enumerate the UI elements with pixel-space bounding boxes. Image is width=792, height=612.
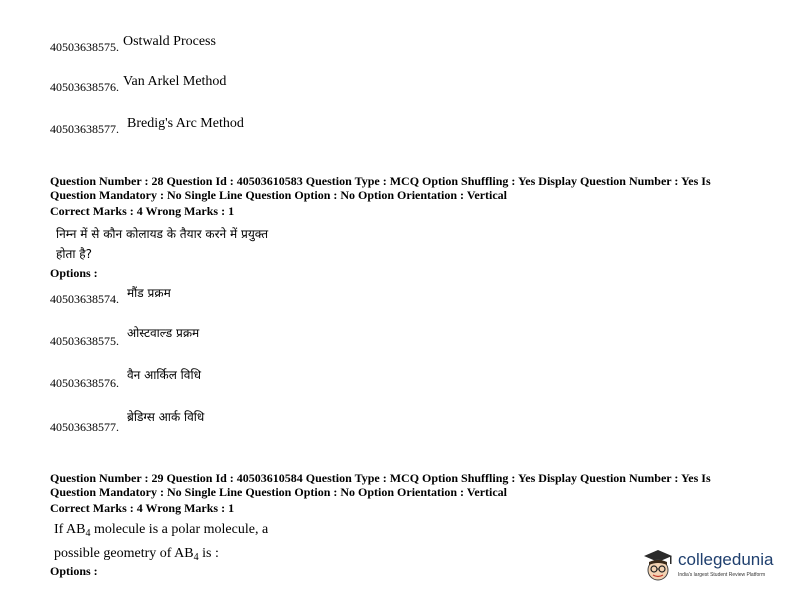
question-meta-line: Question Number : 29 Question Id : 40503610584 Question Type : MCQ Option Shuffling : Yes Display Question Number : Yes Is — [50, 471, 711, 485]
option-row — [50, 286, 171, 308]
question-28-text — [56, 224, 268, 264]
question-29-text — [54, 520, 268, 568]
option-text: Bredig's Arc Method — [127, 116, 244, 131]
option-text: ब्रेडिग्स आर्क विधि — [127, 410, 205, 424]
logo-name: collegedunia — [678, 550, 774, 569]
question-meta-line: Question Mandatory : No Single Line Question Option : No Option Orientation : Vertical — [50, 188, 508, 202]
question-text-line: निम्न में से कौन कोलायड के तैयार करने में प्रयुक्त — [56, 227, 269, 241]
collegedunia-logo — [640, 548, 780, 588]
question-29-meta — [50, 471, 770, 515]
option-row — [50, 34, 216, 56]
question-meta-line: Question Mandatory : No Single Line Question Option : No Option Orientation : Vertical — [50, 485, 508, 499]
option-row — [50, 326, 200, 350]
option-id: 40503638575. — [50, 334, 119, 348]
question-text-line: होता है? — [56, 247, 92, 261]
question-marks: Correct Marks : 4 Wrong Marks : 1 — [50, 204, 235, 218]
option-row — [50, 74, 227, 96]
logo-tagline: India's largest Student Review Platform — [678, 572, 766, 578]
question-meta-line: Question Number : 28 Question Id : 40503610583 Question Type : MCQ Option Shuffling : Yes Display Question Number : Yes Is — [50, 174, 711, 188]
option-row — [50, 116, 244, 138]
options-label: Options : — [50, 266, 98, 280]
option-text: मौंड प्रक्रम — [127, 286, 171, 300]
option-text: वैन आर्किल विधि — [127, 368, 201, 382]
option-id: 40503638577. — [50, 420, 119, 434]
option-id: 40503638574. — [50, 292, 119, 306]
option-text: ओस्टवाल्ड प्रक्रम — [127, 326, 200, 340]
option-row — [50, 410, 205, 436]
option-text: Van Arkel Method — [123, 74, 227, 89]
option-id: 40503638576. — [50, 376, 119, 390]
option-row — [50, 368, 201, 392]
question-28-meta — [50, 174, 770, 218]
option-id: 40503638576. — [50, 80, 119, 94]
question-marks: Correct Marks : 4 Wrong Marks : 1 — [50, 501, 235, 515]
question-text-line: possible geometry of $AB_4$ is : — [54, 546, 219, 563]
graduate-mascot-icon — [640, 548, 676, 586]
option-text: Ostwald Process — [123, 34, 216, 49]
question-text-line: If $AB_4$ molecule is a polar molecule, a — [54, 522, 269, 539]
option-id: 40503638577. — [50, 122, 119, 136]
option-id: 40503638575. — [50, 40, 119, 54]
options-label: Options : — [50, 564, 98, 578]
